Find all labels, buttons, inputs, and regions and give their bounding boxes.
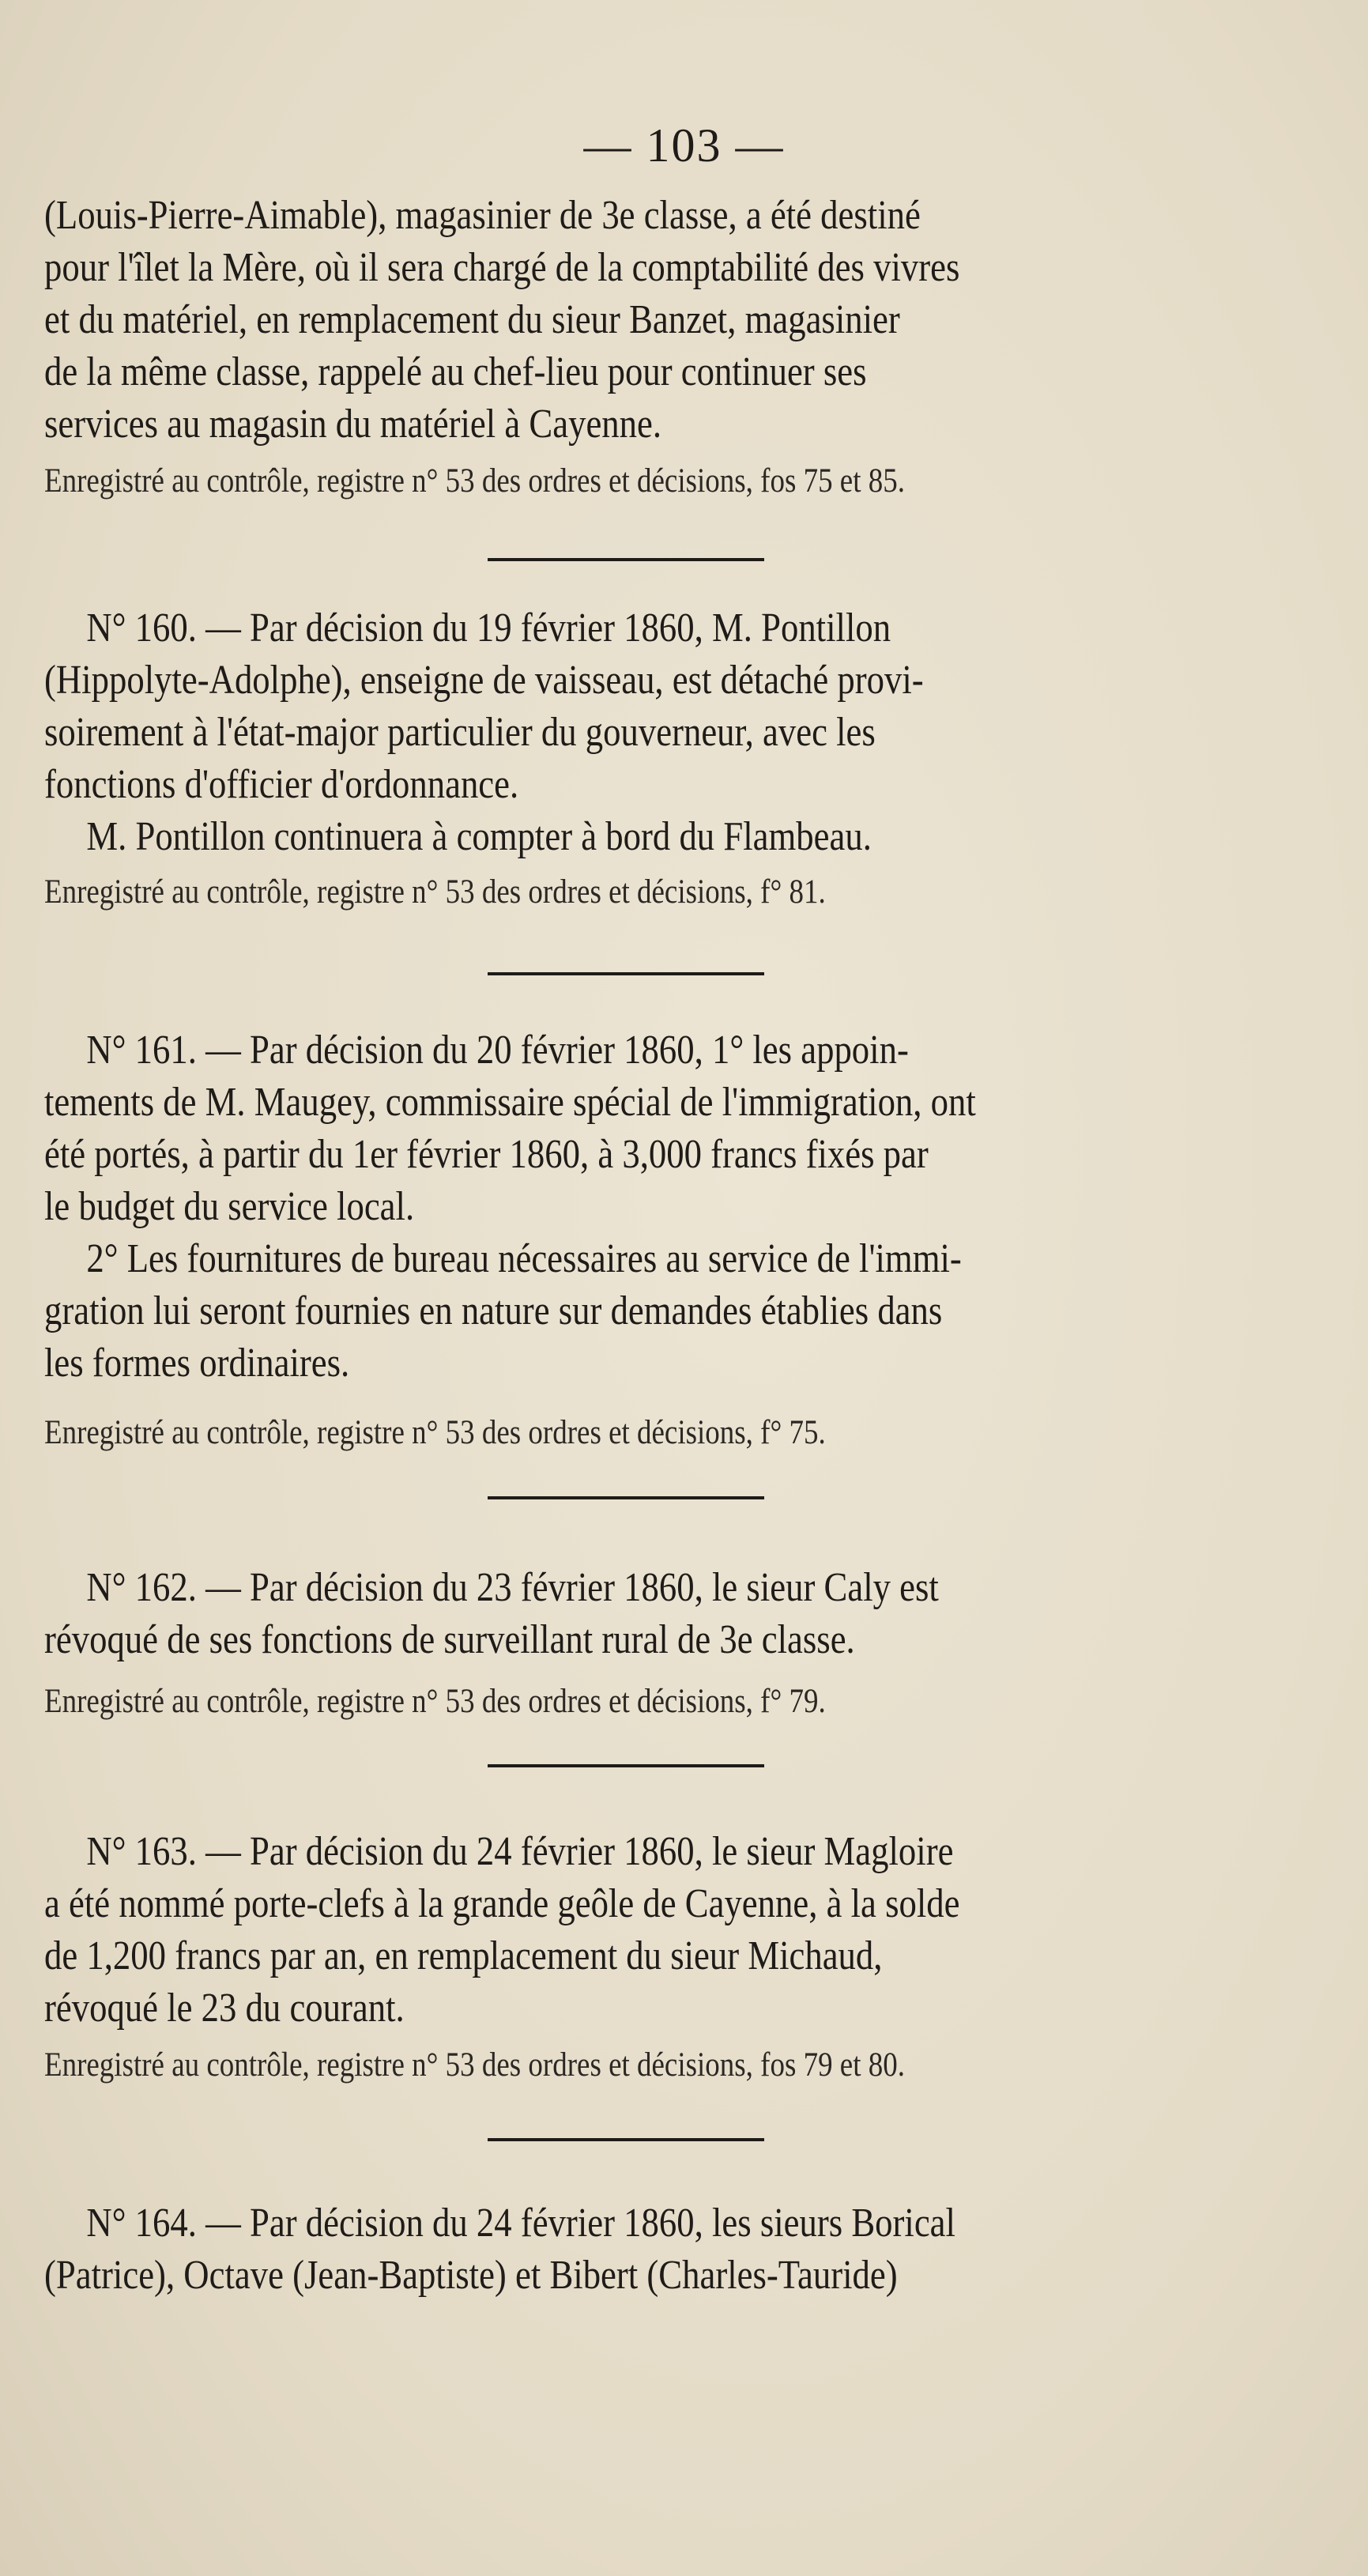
text-line: de 1,200 francs par an, en remplacement du sieur Michaud, (44, 1933, 883, 1978)
text-line: services au magasin du matériel à Cayenne. (44, 402, 662, 447)
text-line: de la même classe, rappelé au chef-lieu pour continuer ses (44, 349, 867, 394)
section-divider (488, 972, 764, 975)
text-line: 2° Les fournitures de bureau nécessaires au service de l'immi- (86, 1236, 962, 1281)
registration-note: Enregistré au contrôle, registre n° 53 des ordres et décisions, f° 81. (44, 873, 826, 911)
text-line: N° 164. — Par décision du 24 février 1860, les sieurs Borical (86, 2201, 955, 2246)
intro-paragraph (44, 190, 1277, 451)
registration-note: Enregistré au contrôle, registre n° 53 des ordres et décisions, f° 75. (44, 1414, 826, 1451)
entry-160 (44, 602, 1277, 863)
text-line: gration lui seront fournies en nature sur demandes établies dans (44, 1288, 943, 1333)
text-line: a été nommé porte-clefs à la grande geôle de Cayenne, à la solde (44, 1881, 960, 1926)
text-line: tements de M. Maugey, commissaire spécial de l'immigration, ont (44, 1080, 976, 1125)
text-line: M. Pontillon continuera à compter à bord du Flambeau. (86, 814, 872, 859)
section-divider (488, 1496, 764, 1499)
text-line: N° 162. — Par décision du 23 février 1860, le sieur Caly est (86, 1565, 939, 1610)
text-line: (Patrice), Octave (Jean-Baptiste) et Bibert (Charles-Tauride) (44, 2253, 898, 2298)
registration-note: Enregistré au contrôle, registre n° 53 des ordres et décisions, fos 75 et 85. (44, 462, 905, 500)
text-line: N° 163. — Par décision du 24 février 1860, le sieur Magloire (86, 1829, 954, 1874)
text-line: N° 160. — Par décision du 19 février 1860, M. Pontillon (86, 605, 891, 651)
text-line: été portés, à partir du 1er février 1860, à 3,000 francs fixés par (44, 1132, 929, 1177)
section-divider (488, 558, 764, 561)
text-line: pour l'îlet la Mère, où il sera chargé de la comptabilité des vivres (44, 245, 960, 290)
text-line: fonctions d'officier d'ordonnance. (44, 762, 519, 807)
entry-161 (44, 1024, 1277, 1390)
text-line: les formes ordinaires. (44, 1341, 350, 1386)
text-line: révoqué de ses fonctions de surveillant rural de 3e classe. (44, 1617, 855, 1662)
registration-note: Enregistré au contrôle, registre n° 53 des ordres et décisions, f° 79. (44, 1683, 826, 1720)
text-line: (Hippolyte-Adolphe), enseigne de vaisseau, est détaché provi- (44, 658, 924, 703)
text-line: N° 161. — Par décision du 20 février 1860, 1° les appoin- (86, 1028, 909, 1073)
text-line: et du matériel, en remplacement du sieur Banzet, magasinier (44, 297, 900, 342)
entry-164 (44, 2197, 1277, 2302)
entry-162 (44, 1562, 1277, 1666)
text-line: soirement à l'état-major particulier du gouverneur, avec les (44, 710, 876, 755)
section-divider (488, 2138, 764, 2141)
entry-163 (44, 1826, 1277, 2035)
text-line: (Louis-Pierre-Aimable), magasinier de 3e classe, a été destiné (44, 193, 921, 238)
text-line: révoqué le 23 du courant. (44, 1986, 405, 2031)
page-number: — 103 — (583, 119, 785, 172)
section-divider (488, 1764, 764, 1767)
registration-note: Enregistré au contrôle, registre n° 53 des ordres et décisions, fos 79 et 80. (44, 2046, 905, 2084)
text-line: le budget du service local. (44, 1184, 415, 1229)
